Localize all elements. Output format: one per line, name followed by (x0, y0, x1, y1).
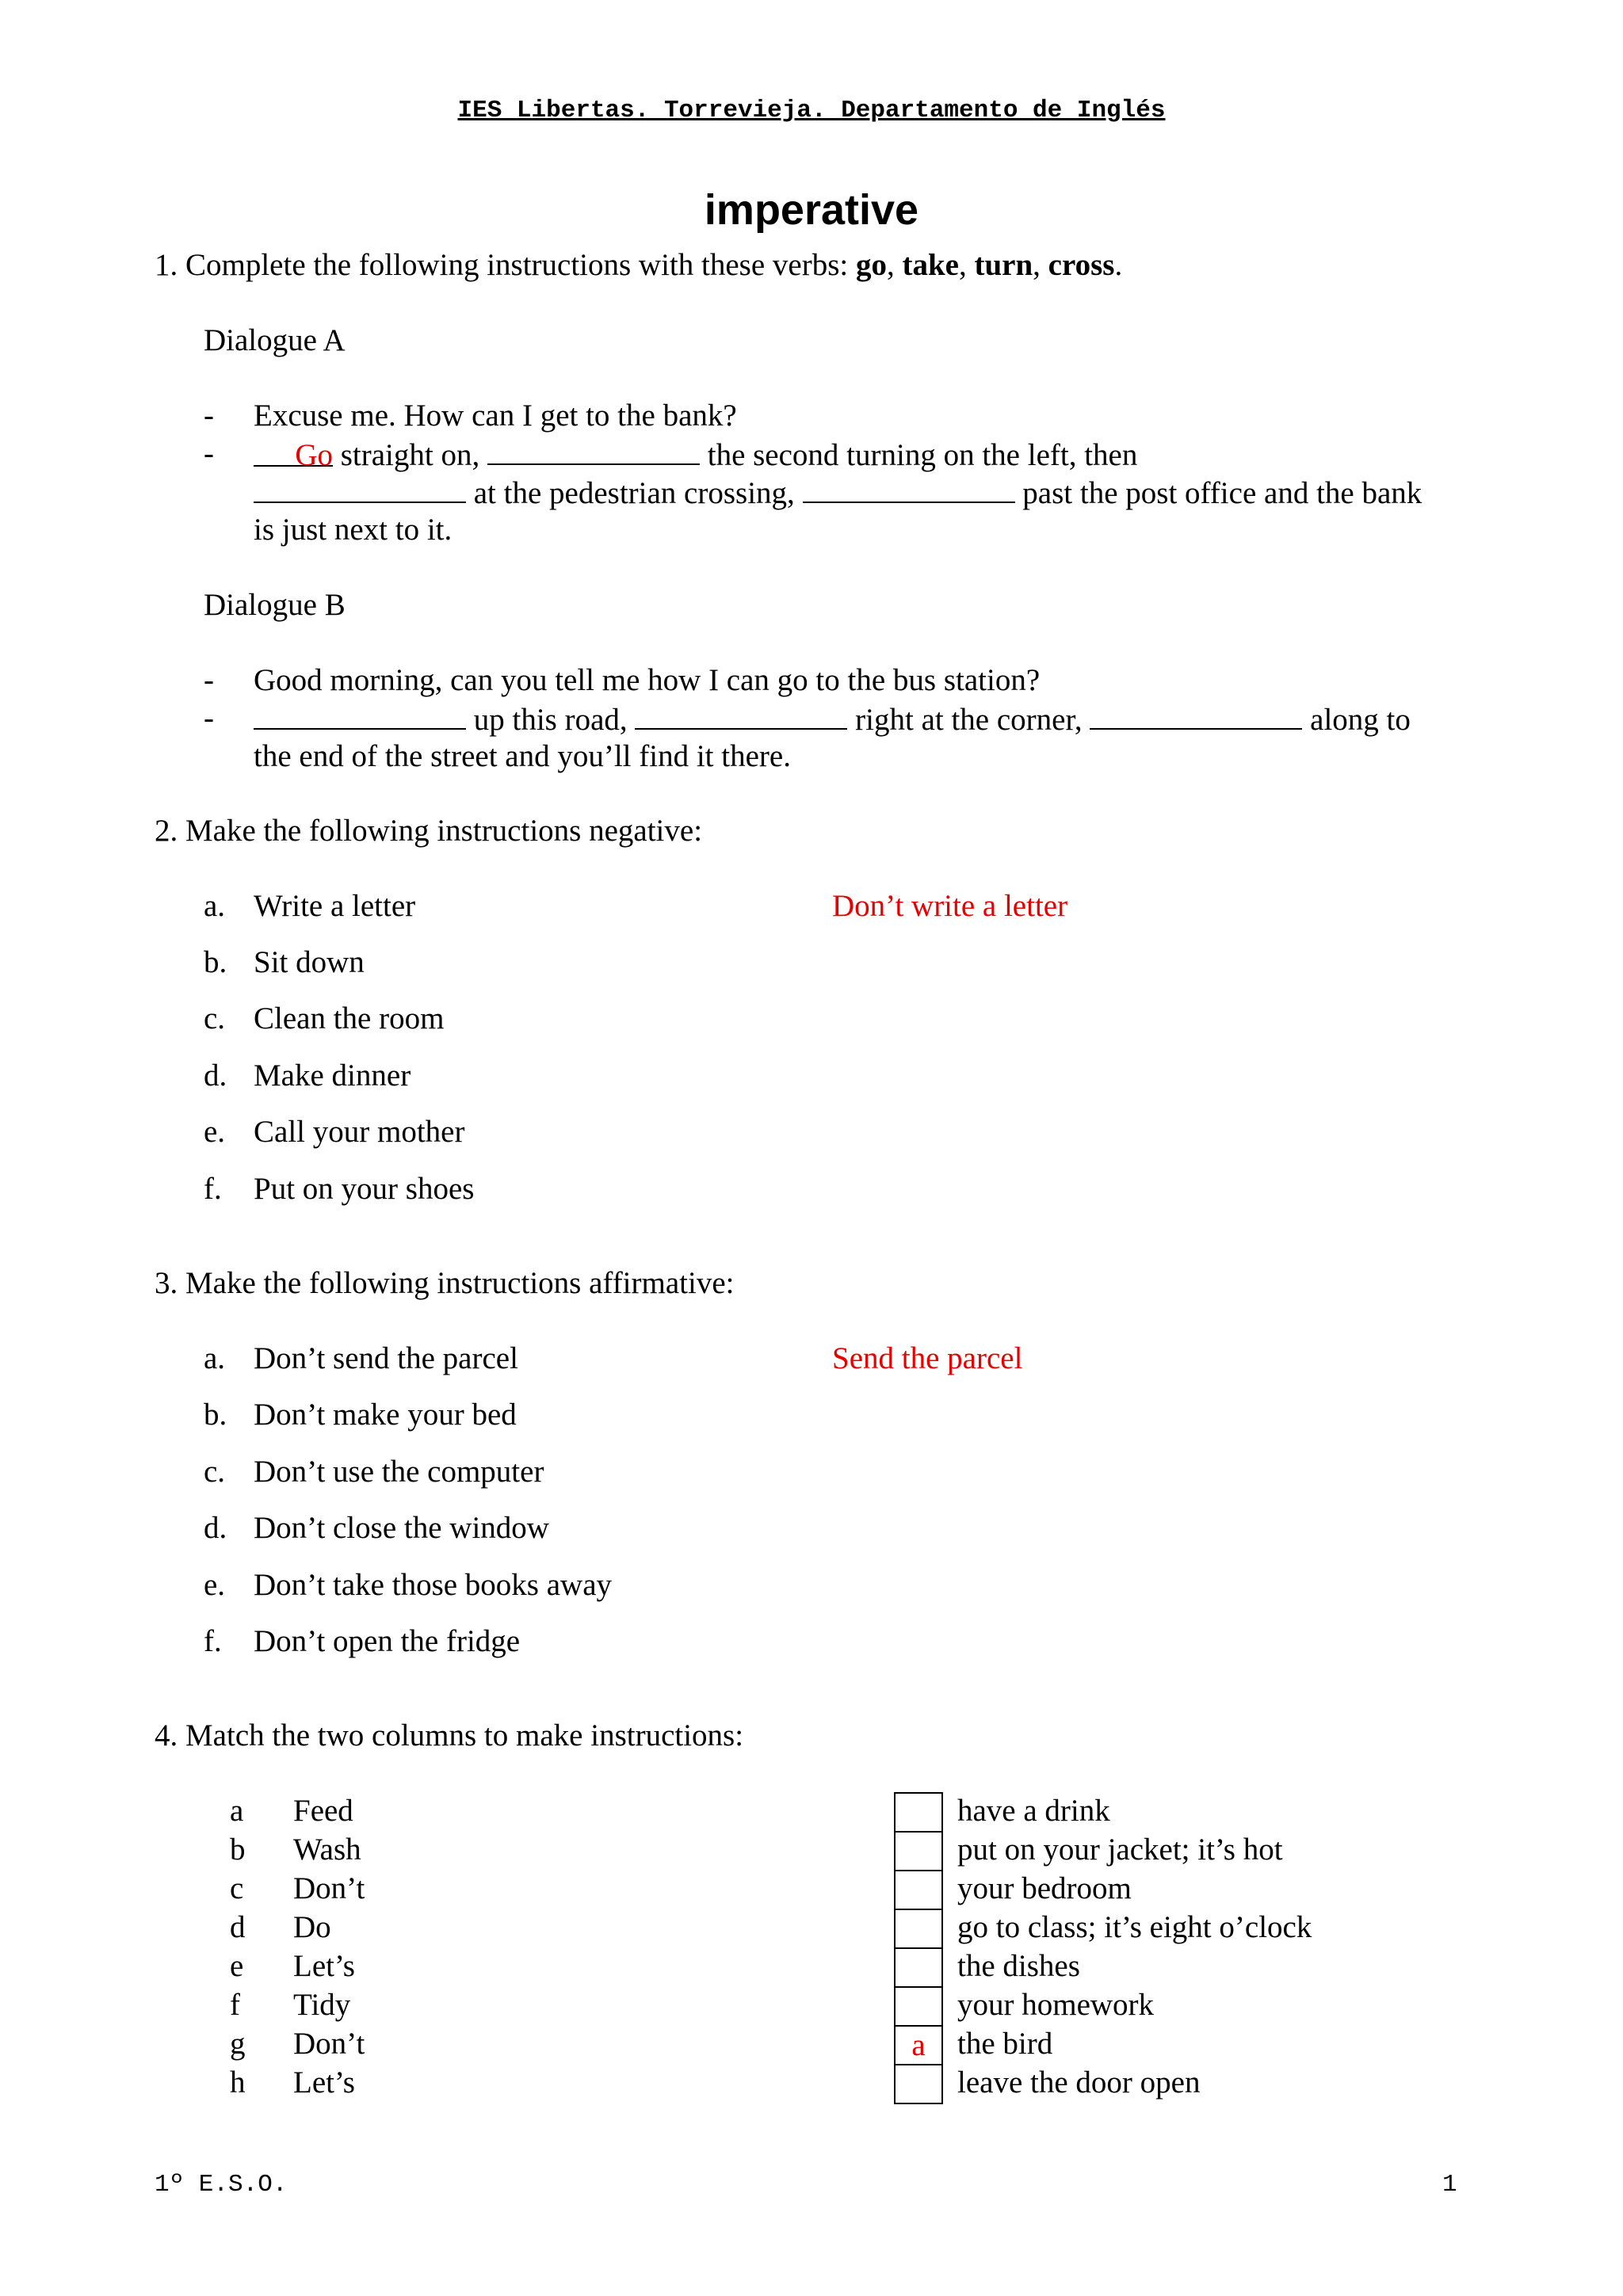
match-answer-box[interactable] (894, 1988, 943, 2027)
exercise-4-heading: 4. Match the two columns to make instructions: (155, 1718, 744, 1753)
match-left-letter: c (230, 1871, 244, 1905)
dialogue-a-label: Dialogue A (204, 323, 346, 357)
match-answer-box[interactable] (894, 1910, 943, 1949)
dialogue-b-label: Dialogue B (204, 588, 346, 622)
dash: - (204, 701, 214, 735)
dash: - (204, 437, 214, 471)
fill-blank[interactable] (254, 473, 466, 503)
fill-blank[interactable] (635, 700, 847, 730)
match-left-letter: e (230, 1949, 244, 1983)
exercise-1-instruction: 1. Complete the following instructions with these verbs: go, take, turn, cross. (155, 248, 1123, 282)
match-answer-box[interactable]: a (894, 2027, 943, 2065)
answer-go: Go (295, 438, 333, 472)
match-left-text: Don’t (293, 2027, 365, 2061)
dialogue-b-line-3: the end of the street and you’ll find it there. (254, 739, 791, 773)
worksheet-page: IES Libertas. Torrevieja. Departamento de Inglés imperative 1. Complete the following instructions with these verbs: go, take, turn, cross. Dialogue A - Excuse me. How can I get to the bank? - Go straight on, the second turning on the left, then at the pedestrian crossing, past the post office and the bank is just next to it. Dialogue B - Good morning, can you tell me how I can go to the bus station? - up this road, right at the corner, along to the end of the street and you’ll find it there. 2. Make the following instructions negative: a. Write a letter Don’t write a letter b. Sit down c. Clean the room d. Make dinner e. Call your mother f. Put on your shoes 3. Make the following instructions affirmative: a. Don’t send the parcel Send the parcel b. Don’t make your bed c. Don’t use the computer d. Don’t close the window e. Don’t take those books away f. Don’t open the fridge 4. Match the two columns to make instructions: a Feed b Wash c Don’t d Do e Let’s f Tidy g Don’t h Let’s a have a drink put on your jacket; it’s hot your bedroom go to class; it’s eight o’clock the dishes your homework the bird leave the door open 1º E.S.O. 1 (0, 0, 1623, 2296)
match-left-letter: d (230, 1910, 246, 1944)
dialogue-b-line-1: Good morning, can you tell me how I can go to the bus station? (254, 663, 1041, 697)
exercise-3-heading: 3. Make the following instructions affirmative: (155, 1266, 735, 1300)
match-left-text: Let’s (293, 1949, 355, 1983)
match-answer-box[interactable] (894, 2065, 943, 2104)
school-header: IES Libertas. Torrevieja. Departamento de Inglés (457, 97, 1166, 124)
page-title: imperative (704, 186, 919, 234)
footer-page-number: 1 (1442, 2171, 1457, 2199)
verb-go: go (855, 248, 887, 282)
dialogue-a-line-4: is just next to it. (254, 513, 453, 547)
match-left-text: Do (293, 1910, 331, 1944)
match-right-text: your bedroom (957, 1871, 1132, 1905)
fill-blank[interactable] (1090, 700, 1302, 730)
dialogue-a-line-2: Go straight on, the second turning on the left, then (254, 435, 1137, 475)
fill-blank[interactable] (254, 700, 466, 730)
verb-cross: cross (1048, 248, 1115, 282)
match-left-letter: a (230, 1794, 244, 1828)
match-left-letter: b (230, 1833, 246, 1867)
dialogue-a-line-3: at the pedestrian crossing, past the post office and the bank (254, 473, 1422, 513)
match-left-text: Wash (293, 1833, 361, 1867)
match-answer-boxes (894, 1792, 941, 2104)
verb-turn: turn (974, 248, 1033, 282)
negative-answer: Don’t write a letter (832, 889, 1068, 923)
match-left-letter: f (230, 1988, 240, 2022)
match-right-text: put on your jacket; it’s hot (957, 1833, 1283, 1867)
dialogue-a-line-1: Excuse me. How can I get to the bank? (254, 399, 737, 433)
fill-blank[interactable] (487, 435, 700, 465)
exercise-2-heading: 2. Make the following instructions negative: (155, 814, 703, 848)
match-answer-box[interactable] (894, 1833, 943, 1871)
match-left-text: Let’s (293, 2065, 355, 2100)
match-left-letter: h (230, 2065, 246, 2100)
match-left-letter: g (230, 2027, 246, 2061)
match-answer-box[interactable] (894, 1871, 943, 1910)
match-right-text: leave the door open (957, 2065, 1201, 2100)
dialogue-b-line-2: up this road, right at the corner, along to (254, 700, 1411, 739)
match-right-text: have a drink (957, 1794, 1110, 1828)
match-answer-box[interactable] (894, 1792, 943, 1833)
footer-course: 1º E.S.O. (155, 2171, 288, 2199)
match-left-text: Don’t (293, 1871, 365, 1905)
match-left-text: Feed (293, 1794, 353, 1828)
verb-take: take (902, 248, 959, 282)
match-right-text: go to class; it’s eight o’clock (957, 1910, 1312, 1944)
fill-blank[interactable] (803, 473, 1015, 503)
match-left-text: Tidy (293, 1988, 351, 2022)
match-right-text: the bird (957, 2027, 1053, 2061)
match-answer-box[interactable] (894, 1949, 943, 1988)
answer-blank[interactable] (254, 437, 333, 472)
affirmative-answer: Send the parcel (832, 1341, 1023, 1375)
match-right-text: your homework (957, 1988, 1155, 2022)
dash: - (204, 399, 214, 433)
dash: - (204, 663, 214, 697)
match-right-text: the dishes (957, 1949, 1080, 1983)
